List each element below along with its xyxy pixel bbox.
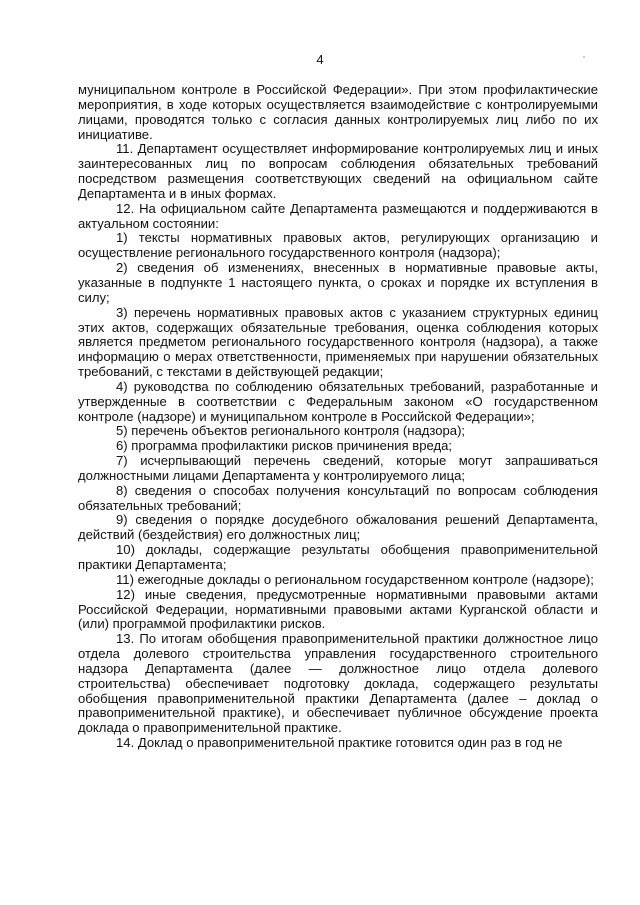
document-body xyxy=(78,83,598,751)
subitem-11: 11) ежегодные доклады о региональном государственном контроле (надзоре); xyxy=(116,571,594,587)
subitem-2: 2) сведения об изменениях, внесенных в нормативные правовые акты, указанные в подпункте 1 настоящего пункта, о сроках и порядке их вступления в силу; xyxy=(78,260,598,305)
subitem-1: 1) тексты нормативных правовых актов, регулирующих организацию и осуществление регионального государственного контроля (надзора); xyxy=(78,230,598,261)
subitem-12: 12) иные сведения, предусмотренные нормативными правовыми актами Российской Федерации, нормативными правовыми актами Курганской области и (или) программой профилактики рисков. xyxy=(78,586,598,632)
subitem-10: 10) доклады, содержащие результаты обобщения правоприменительной практики Департамента; xyxy=(78,542,598,572)
subitem-5: 5) перечень объектов регионального контроля (надзора); xyxy=(116,423,466,439)
paragraph-11: 11. Департамент осуществляет информирование контролируемых лиц и иных заинтересованных лиц по вопросам соблюдения обязательных требований посредством размещения соответствующих сведений на официальном сайте Департамента и в иных формах. xyxy=(78,141,598,201)
subitem-8: 8) сведения о способах получения консультаций по вопросам соблюдения обязательных требований; xyxy=(78,482,598,513)
subitem-7: 7) исчерпывающий перечень сведений, которые могут запрашиваться должностными лицами Департамента у контролируемого лица; xyxy=(78,453,598,483)
paragraph-12: 12. На официальном сайте Департамента размещаются и поддерживаются в актуальном состоянии: xyxy=(78,200,598,231)
subitem-9: 9) сведения о порядке досудебного обжалования решений Департамента, действий (бездействия) его должностных лиц; xyxy=(78,512,598,543)
paragraph-continuation: муниципальном контроле в Российской Федерации». При этом профилактические мероприятия, в ходе которых осуществляется взаимодействие с контролируемыми лицами, проводятся только с согласия данных контролируемых лиц либо по их инициативе. xyxy=(78,82,598,142)
page-number: 4 xyxy=(316,52,324,67)
subitem-4: 4) руководства по соблюдению обязательных требований, разработанные и утвержденные в соответствии с Федеральным законом «О государственном контроле (надзоре) и муниципальном контроле в Российской Федерации»; xyxy=(78,378,598,424)
subitem-6: 6) программа профилактики рисков причинения вреда; xyxy=(116,438,453,454)
paragraph-14: 14. Доклад о правоприменительной практике готовится один раз в год не xyxy=(116,735,563,751)
paragraph-13: 13. По итогам обобщения правоприменительной практики должностное лицо отдела долевого строительства управления государственного строительного надзора Департамента (далее — должностное лицо отдела долевого строительства) обеспечивает подготовку доклада, содержащего результаты обобщения правоприменительной практики Департамента (далее – доклад о правоприменительной практике), и обеспечивает публичное обсуждение проекта доклада о правоприменительной практике. xyxy=(78,631,598,736)
subitem-3: 3) перечень нормативных правовых актов с указанием структурных единиц этих актов, содержащих обязательные требования, оценка соблюдения которых является предметом регионального государственного контроля (надзора), а также информацию о мерах ответственности, применяемых при нарушении обязательных требований, с текстами в действующей редакции; xyxy=(78,304,598,380)
